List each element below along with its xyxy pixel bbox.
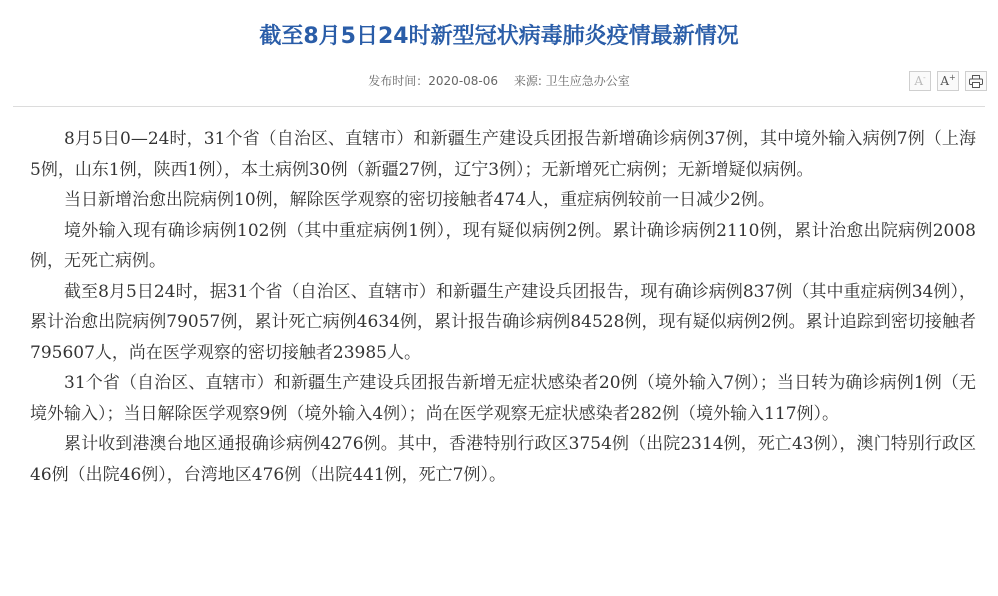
publish-date-group	[368, 74, 498, 88]
font-decrease-icon: A-	[914, 73, 926, 88]
font-increase-button[interactable]	[937, 71, 959, 91]
paragraph: 累计收到港澳台地区通报确诊病例4276例。其中，香港特别行政区3754例（出院2314例，死亡43例），澳门特别行政区46例（出院46例），台湾地区476例（出院441例，死亡7例）。	[30, 434, 976, 485]
paragraph: 当日新增治愈出院病例10例，解除医学观察的密切接触者474人，重症病例较前一日减少2例。	[64, 190, 775, 210]
header-divider	[13, 106, 985, 107]
source-text: 来源: 卫生应急办公室	[513, 74, 630, 88]
publish-date: 2020-08-06	[428, 74, 499, 88]
paragraph: 8月5日0—24时，31个省（自治区、直辖市）和新疆生产建设兵团报告新增确诊病例37例，其中境外输入病例7例（上海5例，山东1例，陕西1例），本土病例30例（新疆27例，辽宁3例）；无新增死亡病例；无新增疑似病例。	[30, 129, 976, 180]
paragraph: 境外输入现有确诊病例102例（其中重症病例1例），现有疑似病例2例。累计确诊病例2110例，累计治愈出院病例2008例，无死亡病例。	[30, 220, 976, 271]
article-tools	[909, 71, 987, 91]
paragraph: 截至8月5日24时，据31个省（自治区、直辖市）和新疆生产建设兵团报告，现有确诊病例837例（其中重症病例34例），累计治愈出院病例79057例，累计死亡病例4634例，累计报告确诊病例84528例，现有疑似病例2例。累计追踪到密切接触者795607人，尚在医学观察的密切接触者23985人。	[30, 281, 976, 363]
article-title: 截至8月5日24时新型冠状病毒肺炎疫情最新情况	[259, 24, 739, 49]
font-decrease-button[interactable]	[909, 71, 931, 91]
article-body	[30, 124, 976, 490]
article-meta	[0, 73, 998, 89]
publish-label: 发布时间：	[368, 74, 429, 88]
paragraph: 31个省（自治区、直辖市）和新疆生产建设兵团报告新增无症状感染者20例（境外输入7例）；当日转为确诊病例1例（无境外输入）；当日解除医学观察9例（境外输入4例）；尚在医学观察无症状感染者282例（境外输入117例）。	[30, 373, 976, 424]
font-increase-icon: A+	[940, 73, 956, 88]
printer-icon	[969, 75, 983, 88]
print-button[interactable]	[965, 71, 987, 91]
